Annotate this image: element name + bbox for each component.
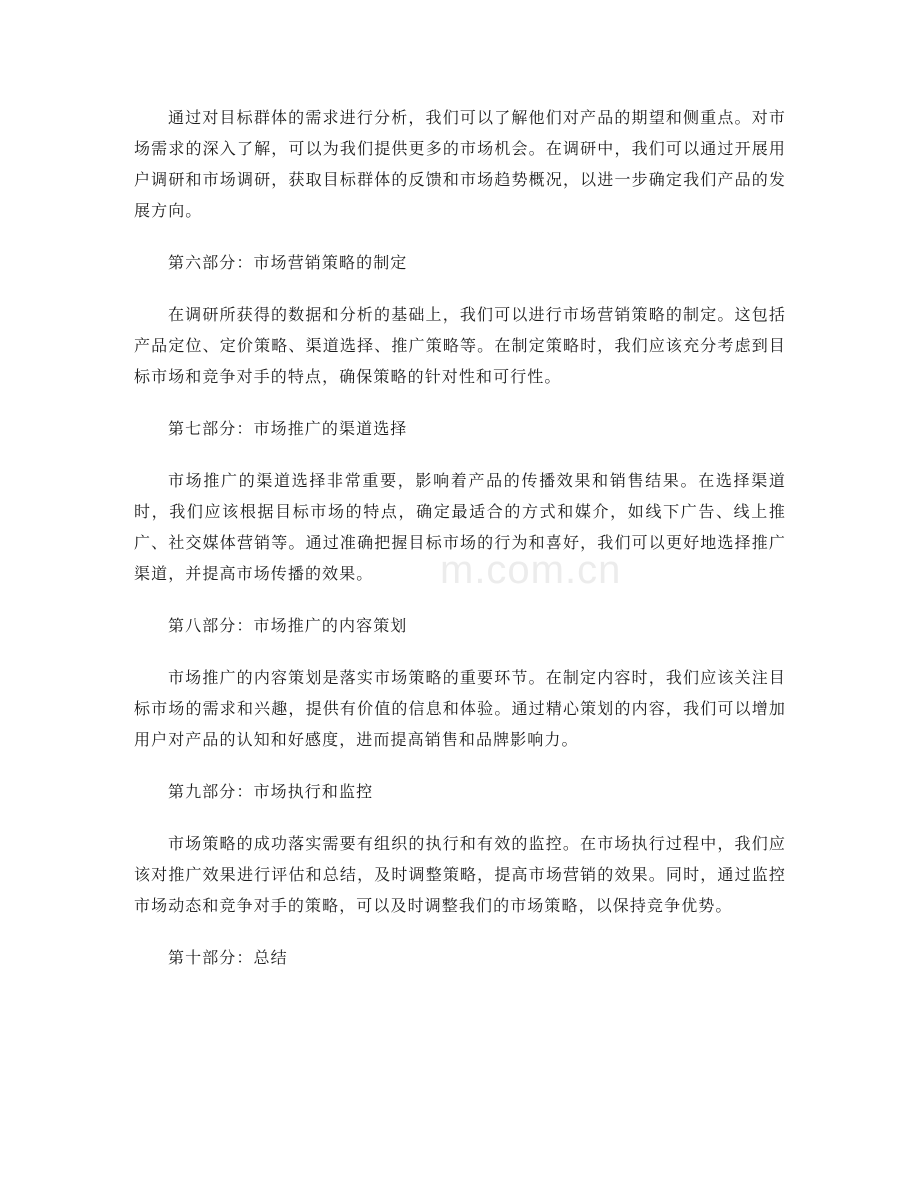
paragraph-4: 市场推广的内容策划是落实市场策略的重要环节。在制定内容时，我们应该关注目标市场的需求和兴趣，提供有价值的信息和体验。通过精心策划的内容，我们可以增加用户对产品的认知和好感度，进而提高销售和品牌影响力。	[134, 668, 786, 749]
watermark: m.com.cn	[440, 548, 622, 592]
section-heading-7: 第七部分：市场推广的渠道选择	[168, 419, 408, 438]
section-heading-9: 第九部分：市场执行和监控	[168, 782, 374, 801]
paragraph-3: 市场推广的渠道选择非常重要，影响着产品的传播效果和销售结果。在选择渠道时，我们应该根据目标市场的特点，确定最适合的方式和媒介，如线下广告、线上推广、社交媒体营销等。通过准确把握目标市场的行为和喜好，我们可以更好地选择推广渠道，并提高市场传播的效果。	[134, 471, 786, 583]
paragraph-2: 在调研所获得的数据和分析的基础上，我们可以进行市场营销策略的制定。这包括产品定位、定价策略、渠道选择、推广策略等。在制定策略时，我们应该充分考虑到目标市场和竞争对手的特点，确保策略的针对性和可行性。	[134, 305, 786, 386]
section-heading-6: 第六部分：市场营销策略的制定	[168, 253, 408, 272]
paragraph-1: 通过对目标群体的需求进行分析，我们可以了解他们对产品的期望和侧重点。对市场需求的深入了解，可以为我们提供更多的市场机会。在调研中，我们可以通过开展用户调研和市场调研，获取目标群体的反馈和市场趋势概况，以进一步确定我们产品的发展方向。	[134, 108, 786, 220]
section-heading-8: 第八部分：市场推广的内容策划	[168, 616, 408, 635]
document-page	[134, 102, 786, 994]
section-heading-10: 第十部分：总结	[168, 948, 288, 967]
paragraph-5: 市场策略的成功落实需要有组织的执行和有效的监控。在市场执行过程中，我们应该对推广效果进行评估和总结，及时调整策略，提高市场营销的效果。同时，通过监控市场动态和竞争对手的策略，可以及时调整我们的市场策略，以保持竞争优势。	[134, 834, 786, 915]
